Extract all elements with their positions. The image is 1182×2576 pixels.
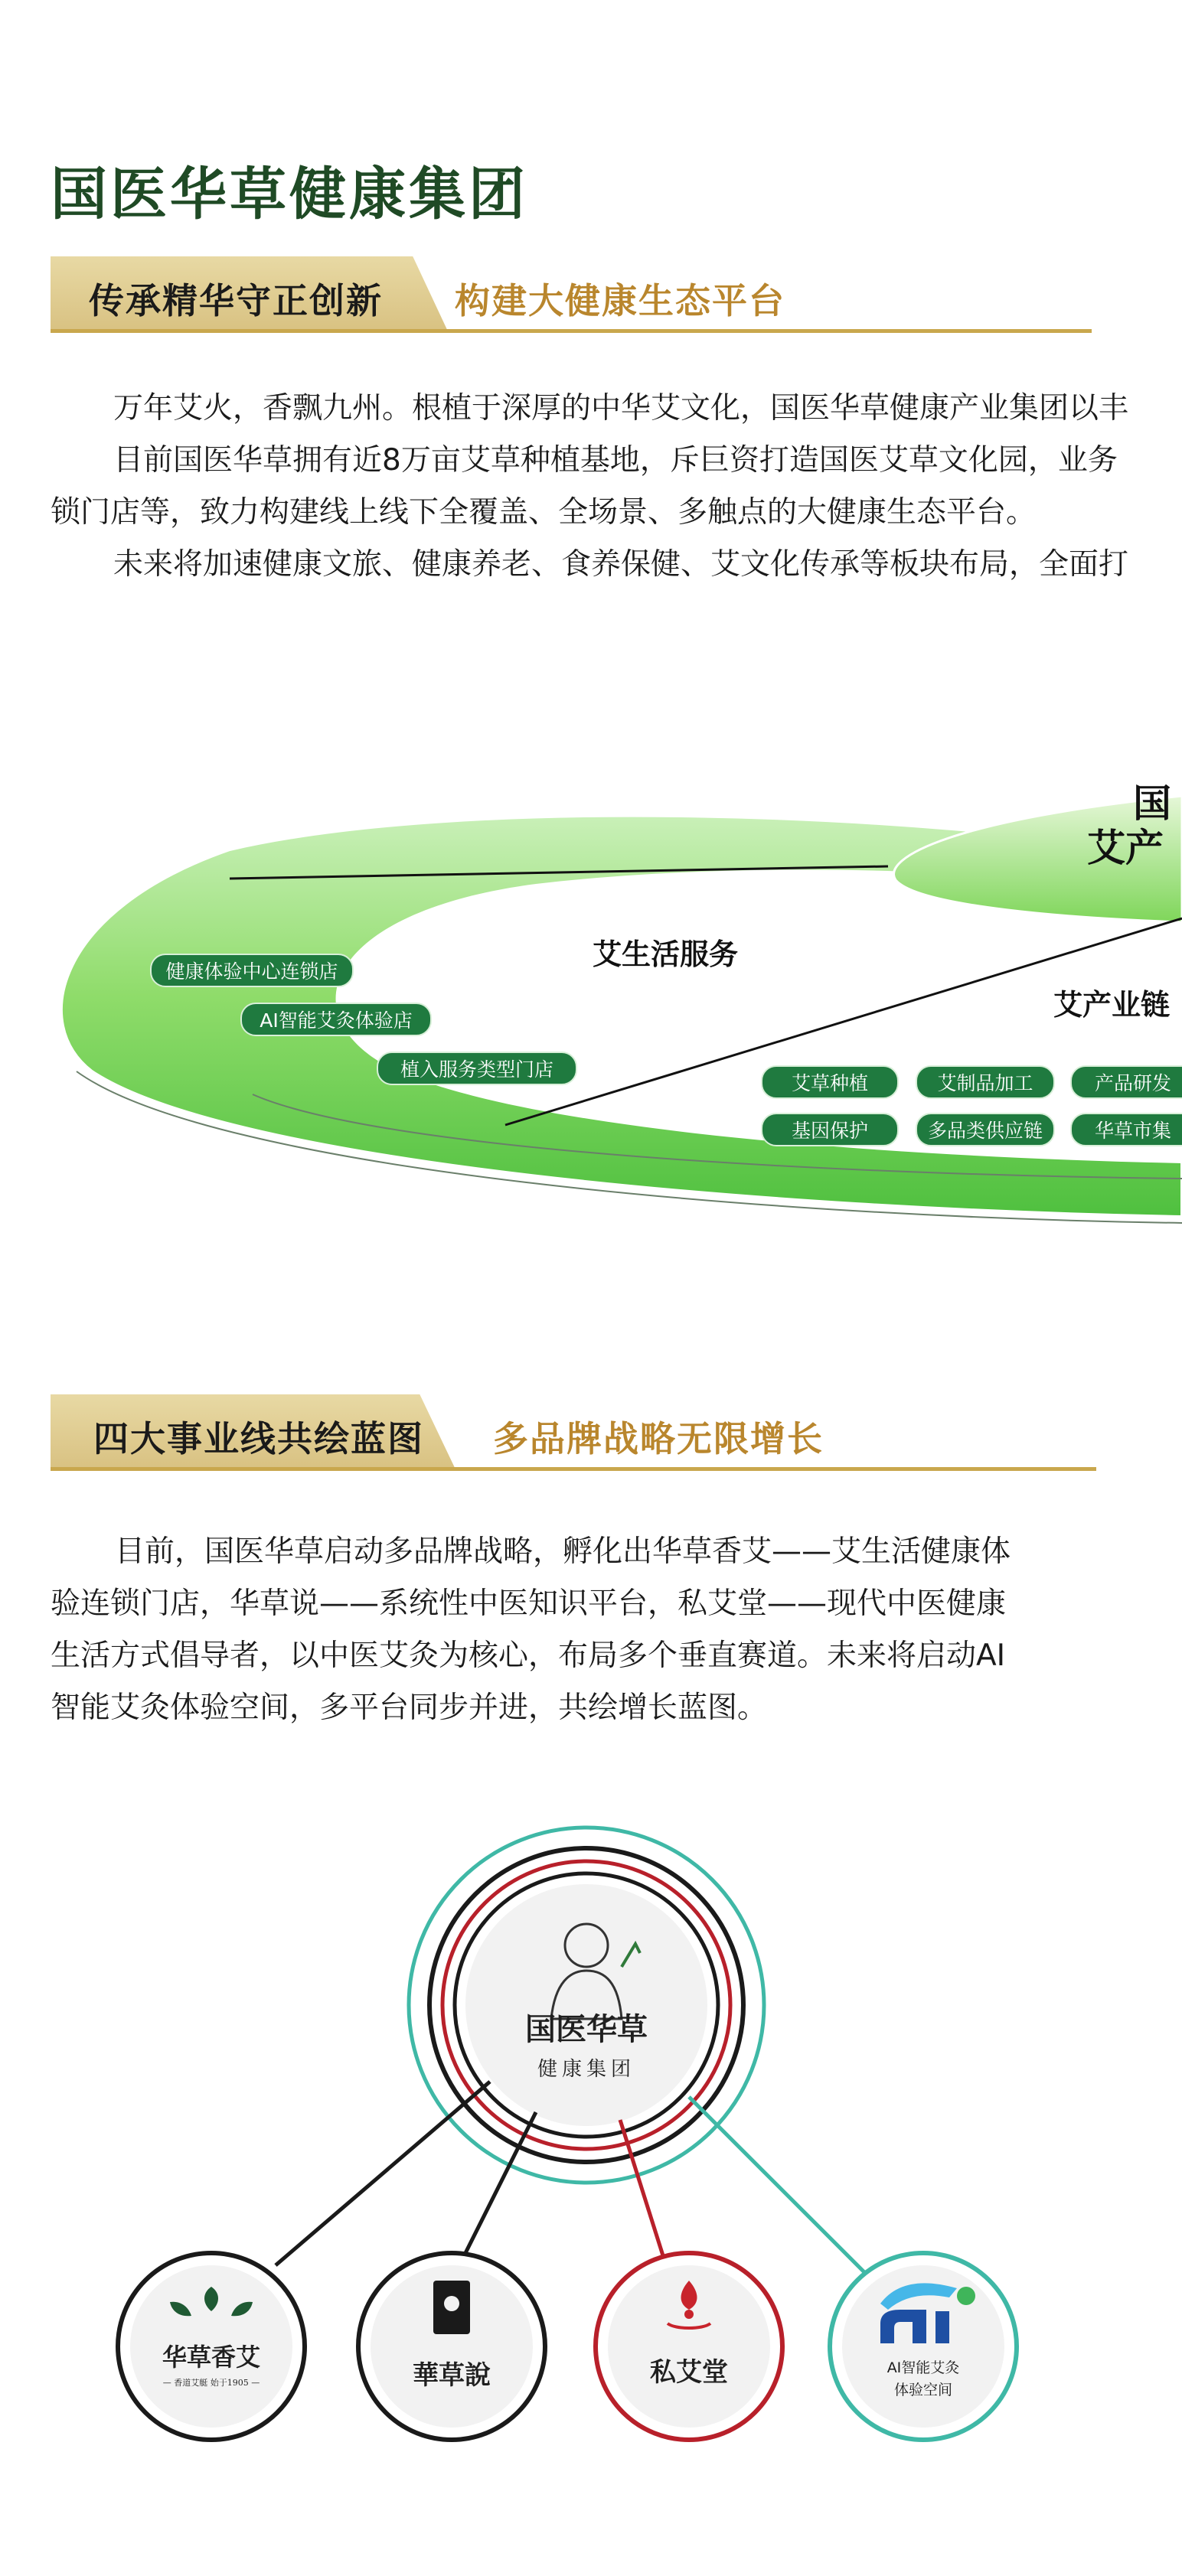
brand-sub: 体验空间 bbox=[893, 2382, 952, 2398]
brand-siaitang bbox=[620, 2346, 758, 2392]
banner-underline bbox=[51, 329, 1092, 333]
pill-supply-chain: 多品类供应链 bbox=[916, 1113, 1055, 1146]
ecosystem-diagram bbox=[0, 735, 1182, 1240]
ecosystem-rings bbox=[0, 735, 1182, 1240]
strategy-line: 生活方式倡导者，以中医艾灸为核心，布局多个垂直赛道。未来将启动AI bbox=[51, 1639, 1006, 1673]
brand-ai-space bbox=[854, 2351, 992, 2405]
top-right-label-2: 艾产 bbox=[1087, 826, 1164, 870]
banner-right-label: 多品牌战略无限增长 bbox=[493, 1418, 824, 1459]
intro-line: 万年艾火，香飘九州。根植于深厚的中华艾文化，国医华草健康产业集团以丰 bbox=[113, 391, 1129, 426]
calligraphy-mark-icon bbox=[433, 2281, 470, 2334]
brand-huacao-shuo bbox=[383, 2349, 521, 2395]
pill-ai-moxibustion: AI智能艾灸体验店 bbox=[240, 1003, 432, 1036]
center-logo-sub: 健康集团 bbox=[537, 2058, 635, 2081]
pill-rnd: 产品研发 bbox=[1070, 1065, 1182, 1099]
brand-tree bbox=[0, 1775, 1182, 2548]
intro-text bbox=[51, 383, 1182, 591]
strategy-line: 验连锁门店，华草说——系统性中医知识平台，私艾堂——现代中医健康 bbox=[51, 1586, 1007, 1621]
pill-gene-protection: 基因保护 bbox=[761, 1113, 899, 1146]
brand-name: 华草香艾 bbox=[162, 2343, 260, 2372]
brand-name: 私艾堂 bbox=[650, 2356, 728, 2388]
section-banner-brands bbox=[51, 1394, 1096, 1471]
top-right-label-1: 国 bbox=[1133, 781, 1171, 826]
banner-left-label: 传承精华守正创新 bbox=[89, 280, 383, 321]
pill-embedded-service: 植入服务类型门店 bbox=[377, 1052, 577, 1085]
strategy-line: 目前，国医华草启动多品牌战略，孵化出华草香艾——艾生活健康体 bbox=[115, 1534, 1011, 1569]
service-ring-label: 艾生活服务 bbox=[593, 937, 739, 971]
pill-planting: 艾草种植 bbox=[761, 1065, 899, 1099]
industry-chain-label: 艾产业链 bbox=[1053, 988, 1171, 1022]
pill-processing: 艾制品加工 bbox=[916, 1065, 1055, 1099]
intro-line: 锁门店等，致力构建线上线下全覆盖、全场景、多触点的大健康生态平台。 bbox=[51, 495, 1037, 530]
banner-left-label: 四大事业线共绘蓝图 bbox=[93, 1418, 424, 1459]
section-banner-ecosystem bbox=[51, 256, 1092, 333]
brand-tree-lines bbox=[0, 1775, 1182, 2548]
brand-name: AI智能艾灸 bbox=[887, 2359, 960, 2376]
intro-line: 未来将加速健康文旅、健康养老、食养保健、艾文化传承等板块布局，全面打 bbox=[113, 547, 1129, 582]
page-title: 国医华草健康集团 bbox=[51, 161, 528, 227]
center-logo-group bbox=[495, 1990, 678, 2097]
center-logo-name: 国医华草 bbox=[525, 2011, 648, 2047]
intro-line: 目前国医华草拥有近8万亩艾草种植基地，斥巨资打造国医艾草文化园，业务 bbox=[113, 443, 1118, 478]
pill-market: 华草市集 bbox=[1070, 1113, 1182, 1146]
pill-health-center: 健康体验中心连锁店 bbox=[150, 954, 354, 987]
banner-underline bbox=[51, 1467, 1096, 1471]
strategy-line: 智能艾灸体验空间，多平台同步并进，共绘增长蓝图。 bbox=[51, 1691, 768, 1725]
strategy-text bbox=[51, 1526, 1096, 1734]
brand-name: 華草說 bbox=[413, 2359, 491, 2391]
banner-right-label: 构建大健康生态平台 bbox=[455, 280, 785, 321]
brand-huacao-xiangai bbox=[142, 2333, 280, 2394]
brand-sub: — 香道艾艇 始于1905 — bbox=[162, 2378, 260, 2388]
